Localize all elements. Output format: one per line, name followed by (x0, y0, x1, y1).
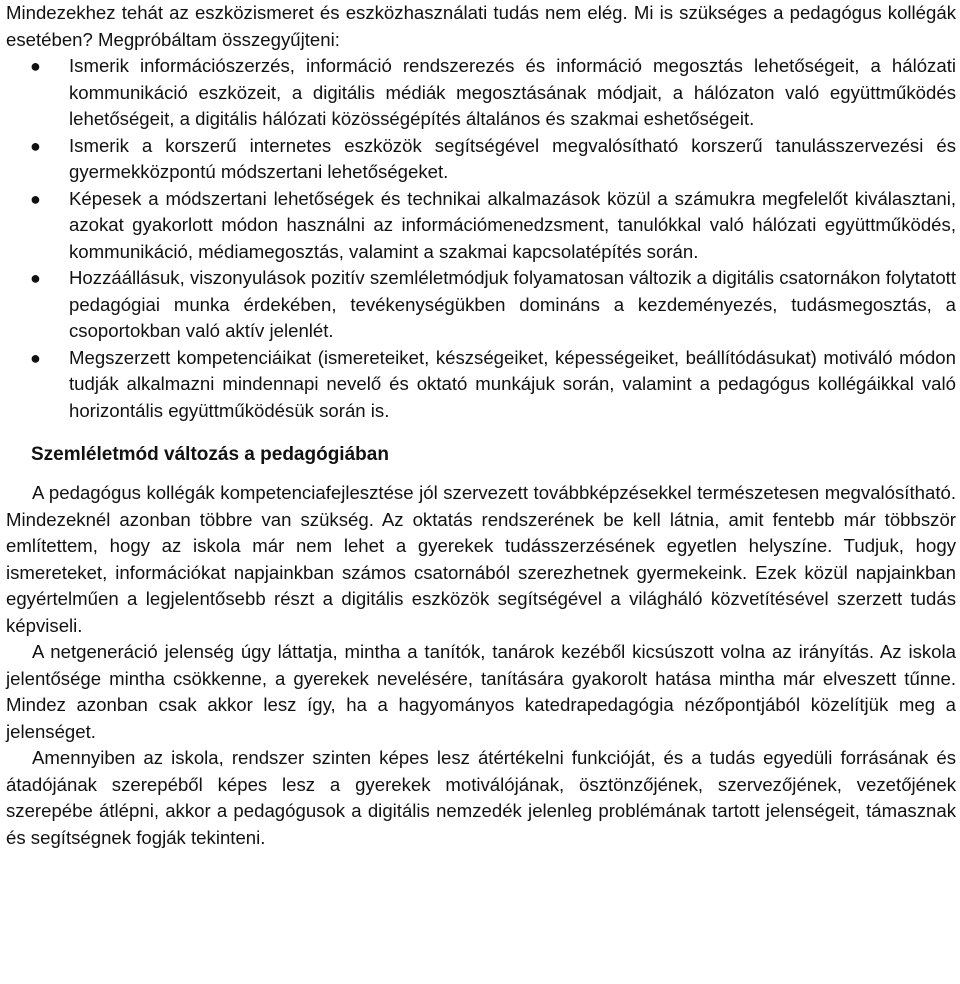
list-item-text: Képesek a módszertani lehetőségek és technikai alkalmazások közül a számukra megfelelőt kiválasztani, azokat gyakorlott módon használni az információmenedzsment, tanulókkal való hálózati együttműködés, kommunikáció, médiamegosztás, valamint a szakmai kapcsolatépítés során. (69, 187, 956, 262)
list-item (6, 186, 956, 266)
body-paragraph: A pedagógus kollégák kompetenciafejlesztése jól szervezett továbbképzésekkel természetesen megvalósítható. Mindezeknél azonban többre van szükség. Az oktatás rendszerének be kell látnia, amit fentebb már többször említettem, hogy az iskola már nem lehet a gyerekek tudásszerzésének egyetlen helyszíne. Tudjuk, hogy ismereteket, információkat napjainkban számos csatornából szerezhetnek gyermekeink. Ezek közül napjainkban egyértelműen a legjelentősebb részt a digitális eszközök segítségével a világháló közvetítésével szerzett tudás képviseli. (6, 482, 956, 636)
list-item-text: Ismerik információszerzés, információ rendszerezés és információ megosztás lehetőségeit, a hálózati kommunikáció eszközeit, a digitális médiák megosztásának módjait, a hálózaton való együttműködés lehetőségeit, a digitális hálózati közösségépítés általános és szakmai eshetőségeit. (69, 55, 956, 129)
list-item-text: Hozzáállásuk, viszonyulások pozitív szemléletmódjuk folyamatosan változik a digitális csatornákon folytatott pedagógiai munka érdekében, tevékenységükben domináns a kezdeményezés, tudásmegosztás, a csoportokban való aktív jelenlét. (69, 267, 956, 341)
intro-paragraph: Mindezekhez tehát az eszközismeret és eszközhasználati tudás nem elég. Mi is szükséges a pedagógus kollégák esetében? Megpróbáltam összegyűjteni: (6, 2, 956, 50)
bullet-icon: ● (30, 188, 41, 209)
list-item (6, 133, 956, 186)
list-item (6, 53, 956, 133)
body-paragraph: A netgeneráció jelenség úgy láttatja, mintha a tanítók, tanárok kezéből kicsúszott volna az irányítás. Az iskola jelentősége mintha csökkenne, a gyerekek nevelésére, tanítására gyakorolt hatása mintha már elveszett tűnne. Mindez azonban csak akkor lesz így, ha a hagyományos katedrapedagógia nézőpontjából közelítjük meg a jelenséget. (6, 641, 956, 742)
list-item (6, 345, 956, 425)
body-paragraph: Amennyiben az iskola, rendszer szinten képes lesz átértékelni funkcióját, és a tudás egyedüli forrásának és átadójának szerepéből képes lesz a gyerekek motiválójának, ösztönzőjének, szervezőjének, vezetőjének szerepébe átlépni, akkor a pedagógusok a digitális nemzedék jelenleg problémának tartott jelenségeit, támasznak és segítségnek fogják tekinteni. (6, 747, 956, 848)
list-item (6, 265, 956, 345)
competency-list (6, 53, 956, 424)
section-heading: Szemléletmód változás a pedagógiában (31, 444, 389, 465)
list-item-text: Megszerzett kompetenciáikat (ismereteiket, készségeiket, képességeiket, beállítódásukat) motiváló módon tudják alkalmazni mindennapi nevelő és oktató munkájuk során, valamint a pedagógus kollégáikkal való horizontális együttműködésük során is. (69, 346, 956, 421)
bullet-icon: ● (30, 268, 41, 288)
bullet-icon: ● (30, 135, 41, 156)
list-item-text: Ismerik a korszerű internetes eszközök segítségével megvalósítható korszerű tanulásszervezési és gyermekközpontú módszertani lehetőségeket. (69, 134, 956, 182)
bullet-icon: ● (30, 56, 41, 76)
bullet-icon: ● (30, 347, 41, 368)
